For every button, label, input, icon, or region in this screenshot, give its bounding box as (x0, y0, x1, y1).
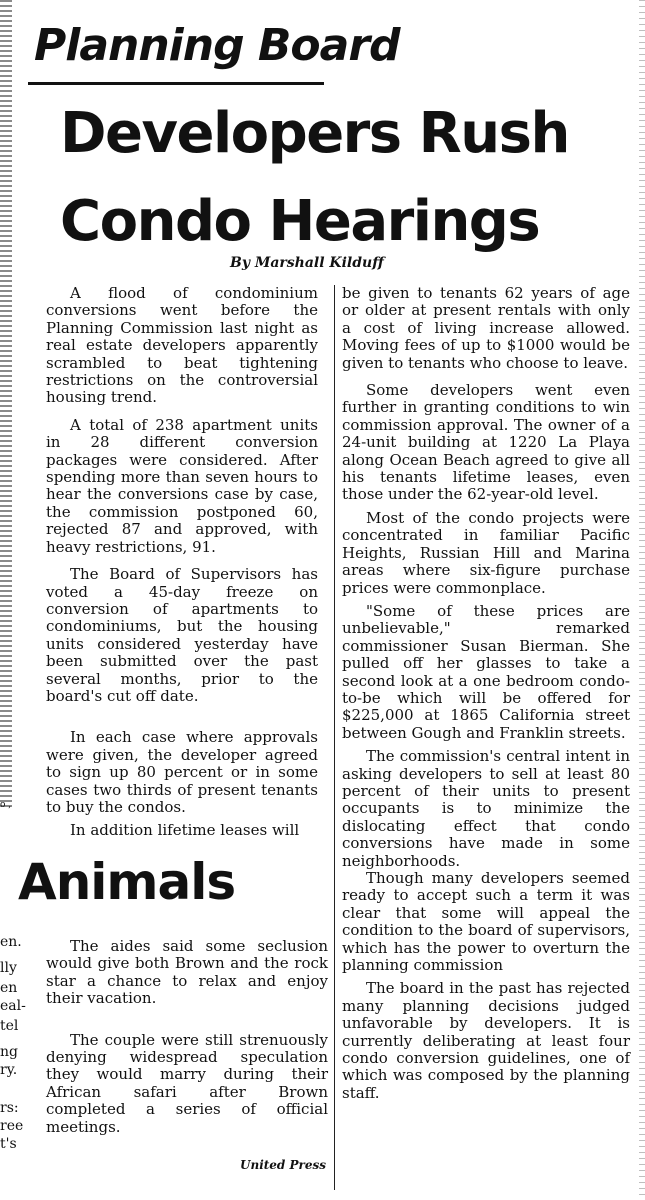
story-paragraph: A flood of condominium conversions went before the Planning Commission last night as real estate developers apparently scrambled to beat tightening restrictions on the controversial housing trend. (46, 284, 318, 407)
story-paragraph: In addition lifetime leases will (70, 821, 300, 840)
cut-off-text-fragment: lly (0, 960, 17, 976)
story-paragraph: A total of 238 apartment units in 28 different conversion packages were considered. After spending more than seven hours to hear the conversions case by case, the commission postponed 60, rejected 87 and approved, with heavy restrictions, 91. (46, 415, 318, 556)
column-rule (334, 285, 335, 1190)
adjacent-photo-edge (0, 0, 12, 810)
kicker-rule (28, 82, 324, 85)
story-column-left (46, 285, 318, 840)
story-paragraph: Though many developers seemed ready to accept such a term it was clear that some will appeal the condition to the board of supervisors, which has the power to overturn the planning commission (342, 869, 630, 975)
cut-off-text-fragment: rs: (0, 1100, 19, 1116)
cut-off-text-fragment: tel (0, 1018, 19, 1034)
animals-paragraph: The aides said some seclusion would give both Brown and the rock star a chance to relax and enjoy their vacation. (46, 937, 328, 1008)
story-paragraph: The board in the past has rejected many planning decisions judged unfavorable by developers. It is currently deliberating at least four condo conversion guidelines, one of which was composed by the planning staff. (342, 979, 630, 1102)
cut-off-text-fragment: en (0, 980, 18, 996)
story-paragraph: be given to tenants 62 years of age or older at present rentals with only a cost of living increase allowed. Moving fees of up to $1000 would be given to tenants who choose to leave. (342, 284, 630, 372)
section-kicker: Planning Board (34, 20, 400, 71)
cut-off-text-fragment: ree (0, 1118, 24, 1134)
story-paragraph: Most of the condo projects were concentrated in familiar Pacific Heights, Russian Hill and Marina areas where six-figure purchase prices were commonplace. (342, 508, 630, 597)
story-paragraph: The Board of Supervisors has voted a 45-day freeze on conversion of apartments to condominiums, but the housing units considered yesterday have been submitted over the past several months, prior to the board's cut off date. (46, 565, 318, 705)
story-column-right (342, 285, 630, 1102)
cut-off-text-fragment: en. (0, 934, 22, 950)
animals-headline: Animals (18, 853, 236, 911)
story-paragraph: In each case where approvals were given, the developer agreed to sign up 80 percent or in some cases two thirds of present tenants to buy the condos. (46, 728, 318, 816)
cut-off-text-fragment: ry. (0, 1062, 18, 1078)
animals-story (46, 938, 328, 1136)
cut-off-text-fragment: eal- (0, 998, 26, 1014)
cut-off-text-fragment: t's (0, 1136, 17, 1152)
page-edge-speckle (639, 0, 645, 1200)
wire-credit: United Press (240, 1158, 326, 1172)
story-paragraph: Some developers went even further in granting conditions to win commission approval. The owner of a 24-unit building at 1220 La Playa along Ocean Beach agreed to give all his tenants lifetime leases, even those under the 62-year-old level. (342, 381, 630, 504)
headline: Developers Rush Condo Hearings (60, 101, 569, 254)
story-paragraph: The commission's central intent in asking developers to sell at least 80 percent of their units to present occupants is to minimize the dislocating effect that condo conversions have made in some neighborhoods. (342, 747, 630, 870)
story-paragraph: "Some of these prices are unbelievable," remarked commissioner Susan Bierman. She pulled off her glasses to take a second look at a one bedroom condo-to-be which will be offered for $225,000 at 1865 California street between Gough and Franklin streets. (342, 601, 630, 742)
cut-off-text-fragment: ng (0, 1044, 18, 1060)
photo-caption-fragment: o , (0, 800, 12, 810)
animals-paragraph: The couple were still strenuously denying widespread speculation they would marry during their African safari after Brown completed a series of official meetings. (46, 1030, 328, 1136)
byline: By Marshall Kilduff (230, 255, 384, 271)
